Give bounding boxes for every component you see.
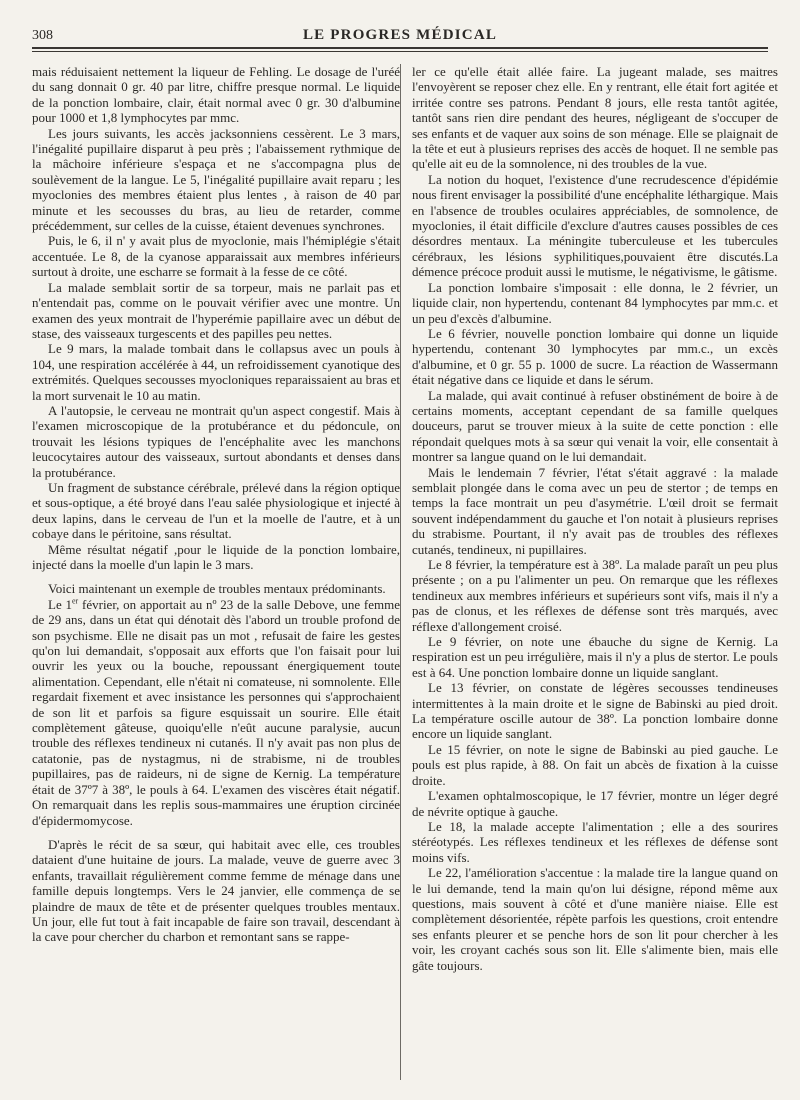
paragraph: mais réduisaient nettement la liqueur de Fehling. Le dosage de l'uréé du sang donnait 0 gr. 40 par litre, chiffre presque normal. Le liquide de la ponction lombaire, clair, était normal avec 0 gr. 30 d'albumine pour 1000 et 1,8 lymphocytes par mmc. <box>32 64 400 126</box>
paragraph: La malade, qui avait continué à refuser obstinément de boire à de certains moments, acceptant cependant de sa famille quelques douceurs, parut se trouver mieux à la suite de cette ponction : elle répondait quelques mots à sa sœur qui venait la voir, elle consentait à montrer sa langue quand on le lui demandait. <box>412 387 778 465</box>
journal-title: LE PROGRES MÉDICAL <box>302 27 498 43</box>
paragraph: ler ce qu'elle était allée faire. La jugeant malade, ses maitres l'envoyèrent se reposer chez elle. En y rentrant, elle était fort agitée et irritée contre ses patrons. Pendant 8 jours, elle resta tantôt agitée, tantôt sans rien dire pendant des heures, négligeant de s'occuper de ses enfants et de vaquer aux soins de son ménage. Elle se plaignait de la tête et eut à plusieurs reprises des accès de hoquet. Il ne semble pas qu'elle ait eu de la somnolence, ni des troubles de la vue. <box>412 64 778 172</box>
paragraph: D'après le récit de sa sœur, qui habitait avec elle, ces troubles dataient d'une huitaine de jours. La malade, veuve de guerre avec 3 enfants, travaillait régulièrement comme femme de ménage dans une famille depuis longtemps. Vers le 24 janvier, elle commença de se plaindre de maux de tête et de présenter quelques troubles mentaux. Un jour, elle fut tout à fait incapable de faire son travail, descendant à la cave pour chercher du charbon et remontant sans se rappe- <box>32 836 400 945</box>
paragraph: Même résultat négatif ,pour le liquide de la ponction lombaire, injecté dans la moelle d'un lapin le 3 mars. <box>32 541 400 572</box>
paragraph: L'examen ophtalmoscopique, le 17 février, montre un léger degré de névrite optique à gauche. <box>412 788 778 819</box>
header-rule-thin <box>32 51 768 52</box>
paragraph: Le 13 février, on constate de légères secousses tendineuses intermittentes à la main droite et le signe de Babinski au pied droit. La température oscille autour de 38º. La ponction lombaire donne encore un liquide sanglant. <box>412 680 778 742</box>
left-column <box>32 64 400 945</box>
paragraph: Le 9 mars, la malade tombait dans le collapsus avec un pouls à 104, une respiration accélérée à 44, un refroidissement cyanotique des extrémités. Quelques secousses myocloniques reparaissaient au bras et la mort survenait le 10 au matin. <box>32 341 400 403</box>
paragraph: La malade semblait sortir de sa torpeur, mais ne parlait pas et n'entendait pas, comme on le pouvait vérifier avec une montre. Un examen des yeux montrait de l'hyperémie papillaire avec un début de stase, des vaisseaux turgescents et des papilles peu nettes. <box>32 279 400 341</box>
paragraph: Puis, le 6, il n' y avait plus de myoclonie, mais l'hémiplégie s'était accentuée. Le 8, de la cyanose apparaissait aux membres inférieurs surtout à droite, une escharre se formait à la fesse de ce côté. <box>32 233 400 280</box>
date-prefix: Le 1 <box>48 596 72 612</box>
right-column <box>412 64 778 973</box>
paragraph: Le 8 février, la température est à 38º. La malade paraît un peu plus présente ; on a pu l'alimenter un peu. On remarque que les réflexes tendineux aux membres inférieurs et supérieurs sont vifs, mais il n'y a pas de clonus, et les réflexes de défense sont très marqués, avec réflexe d'allongement croisé. <box>412 557 778 634</box>
paragraph: La ponction lombaire s'imposait : elle donna, le 2 février, un liquide clair, non hypertendu, contenant 84 lymphocytes par mm.c. et un peu d'excès d'albumine. <box>412 279 778 326</box>
case-paragraph <box>32 597 400 828</box>
paragraph: A l'autopsie, le cerveau ne montrait qu'un aspect congestif. Mais à l'examen microscopique de la protubérance et du pédoncule, on trouvait les lésions typiques de l'encéphalite avec les manchons leucocytaires autour des vaisseaux, surtout abondants et denses dans la protubérance. <box>32 402 400 480</box>
paragraph: Le 9 février, on note une ébauche du signe de Kernig. La respiration est un peu irrégulière, mais il n'y a plus de stertor. Le pouls est à 64. Une ponction lombaire donne un liquide sanglant. <box>412 634 778 680</box>
paragraph: Le 22, l'amélioration s'accentue : la malade tire la langue quand on le lui demande, tend la main qu'on lui désigne, répond même aux questions, mais souvent à côté et d'une manière niaise. Elle est complètement désorientée, répète parfois les questions, croit entendre ses enfants pleurer et se penche hors de son lit pour chercher à les voir, les croyant cachés sous son lit. Elle s'alimente bien, mais elle gâte toujours. <box>412 865 778 973</box>
paragraph: Les jours suivants, les accès jacksonniens cessèrent. Le 3 mars, l'inégalité pupillaire disparut à peu près ; l'abaissement rythmique de la mâchoire inférieure s'espaça et ne s'accompagna plus de soulèvement de la langue. Le 5, l'inégalité pupillaire avait reparu ; les myoclonies des membres étaient plus lentes , à raison de 40 par minute et les secousses du bras, au lieu de retarder, comme précédemment, sur celles de la cuisse, étaient devenues synchrones. <box>32 125 400 234</box>
date-superscript: er <box>72 596 79 606</box>
column-divider <box>400 64 401 1080</box>
paragraph: Le 18, la malade accepte l'alimentation ; elle a des sourires stéréotypés. Les réflexes tendineux et les réflexes de défense sont moins vifs. <box>412 818 778 865</box>
paragraph: Un fragment de substance cérébrale, prélevé dans la région optique et sous-optique, a été broyé dans l'eau salée physiologique et injecté à deux lapins, dans le cerveau de l'un et la moelle de l'autre, et à un cobaye dans le péritoine, sans résultat. <box>32 479 400 542</box>
paragraph: Le 15 février, on note le signe de Babinski au pied gauche. Le pouls est plus rapide, à 88. On fait un abcès de fixation à la cuisse droite. <box>412 741 778 788</box>
page-number: 308 <box>32 28 53 43</box>
page-header <box>32 24 768 46</box>
paragraph: Le 6 février, nouvelle ponction lombaire qui donne un liquide hypertendu, contenant 30 lymphocytes par mm.c., un excès d'albumine, et 0 gr. 55 p. 1000 de sucre. La réaction de Wassermann était négative dans ce liquide et dans le sérum. <box>412 325 778 388</box>
header-rule-thick <box>32 47 768 49</box>
paragraph: Mais le lendemain 7 février, l'état s'était aggravé : la malade semblait plongée dans le coma avec un peu de stertor ; de temps en temps la face montrait un peu d'asymétrie. L'œil droit se fermait souvent indépendamment du gauche et l'on notait à plusieurs reprises du strabisme. Pourtant, il n'y avait pas de troubles des réflexes cutanés, tendineux, ni pupillaires. <box>412 464 778 557</box>
paragraph-body: février, on apportait au nº 23 de la salle Debove, une femme de 29 ans, dans un état qui dénotait dès l'abord un trouble profond de son psychisme. Elle ne disait pas un mot , refusait de faire les gestes qu'on lui demandait, s'opposait aux efforts que l'on faisait pour lui ouvrir les yeux ou la bouche, repoussant énergiquement toute alimentation. Cependant, elle n'était ni comateuse, ni somnolente. Elle regardait fixement et avec insistance les personnes qui s'approchaient de son lit et parfois sa figure esquissait un sourire. Elle était complètement gâteuse, quoiqu'elle n'eût aucune paralysie, aucun trouble des réflexes tendineux ni cutanés. Il n'y avait pas non plus de catatonie, pas de nystagmus, ni de strabisme, ni de troubles pupillaires, pas de raideurs, ni de signe de Kernig. La température était de 37º7 à 38º, le pouls à 64. L'examen des viscères était négatif. On remarquait dans les replis sous-mammaires une éruption circinée d'épidermomycose. <box>32 596 401 828</box>
paragraph: La notion du hoquet, l'existence d'une recrudescence d'épidémie nous firent envisager la possibilité d'une encéphalite léthargique. Mais en l'absence de troubles oculaires appréciables, de somnolence, de myoclonies, il était difficile d'exclure d'autres causes possibles de ces désordres mentaux. La méningite tuberculeuse et les tubercules cérébraux, les lésions syphilitiques,pouvaient être discutés.La démence précoce produit aussi le mutisme, le négativisme, le gâtisme. <box>412 171 778 280</box>
paragraph: Voici maintenant un exemple de troubles mentaux prédominants. <box>48 581 386 597</box>
